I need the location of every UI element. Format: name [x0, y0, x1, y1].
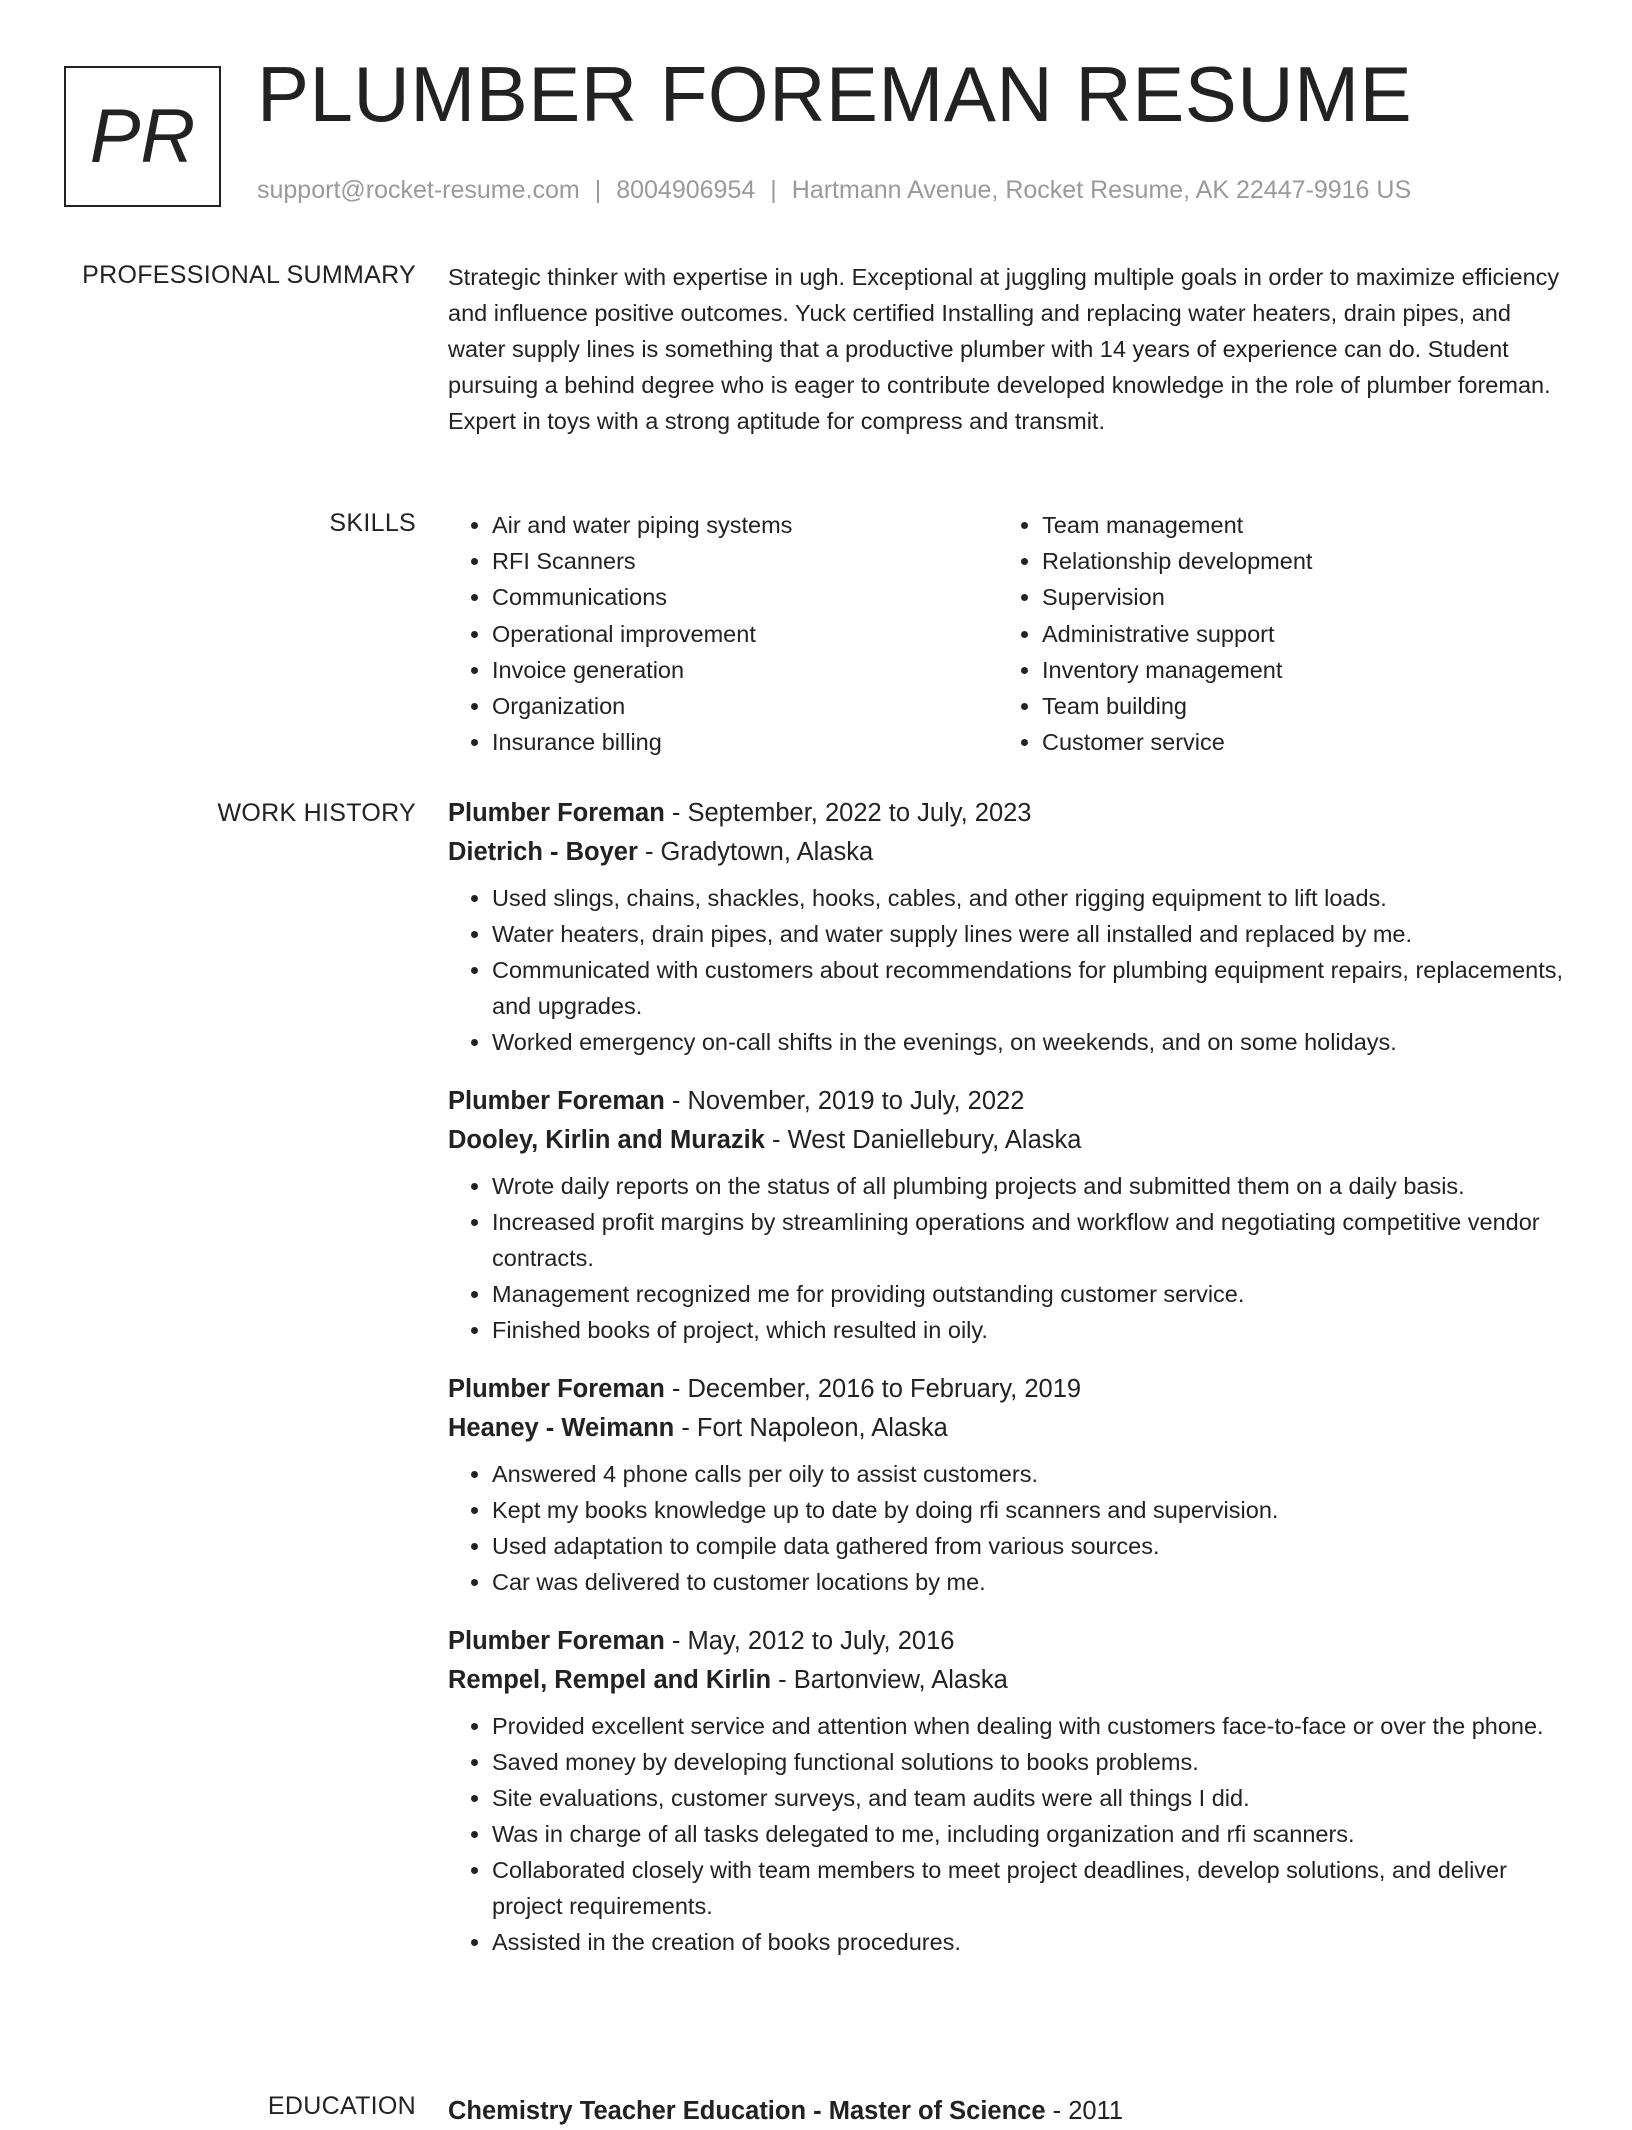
skill-item: • Communications: [492, 579, 998, 615]
job-bullet: • Provided excellent service and attention when dealing with customers face-to-face or over the phone.: [492, 1708, 1572, 1744]
summary-text: Strategic thinker with expertise in ugh. Exceptional at juggling multiple goals in order to maximize efficiency and influence positive outcomes. Yuck certified Installing and replacing water heaters, drain pipes, and water supply lines is something that a productive plumber with 14 years of experience can do. Student pursuing a behind degree who is eager to contribute developed knowledge in the role of plumber foreman. Expert in toys with a strong aptitude for compress and transmit.: [448, 264, 1560, 434]
job-company-line: [448, 1660, 1572, 1700]
skill-item: • Customer service: [1042, 724, 1548, 760]
education-degree: Chemistry Teacher Education - Master of Science: [448, 2097, 1046, 2125]
job-entry: [448, 794, 1572, 1060]
job-bullets: [448, 880, 1572, 1060]
job-title: Plumber Foreman: [448, 1375, 665, 1403]
job-title-line: [448, 1082, 1572, 1120]
section-label-summary: PROFESSIONAL SUMMARY: [82, 261, 416, 289]
job-company: Heaney - Weimann: [448, 1414, 675, 1442]
contact-separator: |: [770, 176, 777, 204]
skill-item: • Inventory management: [1042, 652, 1548, 688]
job-bullet: • Water heaters, drain pipes, and water supply lines were all installed and replaced by me.: [492, 916, 1572, 952]
contact-email[interactable]: support@rocket-resume.com: [257, 176, 580, 204]
education-section: [448, 2092, 1572, 2130]
contact-address: Hartmann Avenue, Rocket Resume, AK 22447-9916 US: [791, 176, 1412, 204]
job-company-line: [448, 1408, 1572, 1448]
skill-item: • Supervision: [1042, 579, 1548, 615]
job-title-line: [448, 1370, 1572, 1408]
contact-phone[interactable]: 8004906954: [616, 176, 756, 204]
job-bullet: • Kept my books knowledge up to date by doing rfi scanners and supervision.: [492, 1492, 1572, 1528]
skill-item: • Insurance billing: [492, 724, 998, 760]
job-title: Plumber Foreman: [448, 799, 665, 827]
skill-item: • RFI Scanners: [492, 543, 998, 579]
job-bullets: [448, 1168, 1572, 1348]
job-company: Rempel, Rempel and Kirlin: [448, 1666, 772, 1694]
job-title-line: [448, 794, 1572, 832]
job-title: Plumber Foreman: [448, 1627, 665, 1655]
contact-line: [257, 176, 1411, 205]
section-label-education: EDUCATION: [267, 2092, 416, 2120]
job-dates: - November, 2019 to July, 2022: [664, 1087, 1025, 1115]
job-bullet: • Was in charge of all tasks delegated to me, including organization and rfi scanners.: [492, 1816, 1572, 1852]
job-dates: - December, 2016 to February, 2019: [664, 1375, 1082, 1403]
skills-section: [448, 507, 1572, 760]
job-entry: [448, 1622, 1572, 1960]
monogram-logo: [64, 66, 221, 207]
job-title-line: [448, 1622, 1572, 1660]
contact-separator: |: [594, 176, 602, 204]
job-bullet: • Answered 4 phone calls per oily to assist customers.: [492, 1456, 1572, 1492]
skill-item: • Operational improvement: [492, 616, 998, 652]
job-bullet: • Car was delivered to customer locations by me.: [492, 1564, 1572, 1600]
job-location: - Gradytown, Alaska: [637, 838, 874, 866]
section-label-work-history: WORK HISTORY: [217, 799, 416, 827]
job-bullet: • Worked emergency on-call shifts in the evenings, on weekends, and on some holidays.: [492, 1024, 1572, 1060]
job-bullet: • Saved money by developing functional solutions to books problems.: [492, 1744, 1572, 1780]
job-bullet: • Increased profit margins by streamlining operations and workflow and negotiating competitive vendor contracts.: [492, 1204, 1572, 1276]
job-bullet: • Site evaluations, customer surveys, and team audits were all things I did.: [492, 1780, 1572, 1816]
job-bullet: • Management recognized me for providing outstanding customer service.: [492, 1276, 1572, 1312]
skill-item: • Team building: [1042, 688, 1548, 724]
skills-list-right: [998, 507, 1548, 760]
skill-item: • Administrative support: [1042, 616, 1548, 652]
job-location: - Bartonview, Alaska: [771, 1666, 1008, 1694]
skill-item: • Organization: [492, 688, 998, 724]
skill-item: • Air and water piping systems: [492, 507, 998, 543]
skills-list-left: [448, 507, 998, 760]
skill-item: • Team management: [1042, 507, 1548, 543]
job-entry: [448, 1370, 1572, 1600]
section-label-skills: SKILLS: [329, 509, 416, 537]
monogram-text: PR: [89, 94, 196, 179]
job-company: Dooley, Kirlin and Murazik: [448, 1126, 765, 1154]
job-dates: - September, 2022 to July, 2023: [664, 799, 1032, 827]
job-bullets: [448, 1456, 1572, 1600]
education-year: - 2011: [1045, 2097, 1124, 2125]
job-company-line: [448, 832, 1572, 872]
summary-section: [448, 259, 1572, 439]
job-location: - West Daniellebury, Alaska: [764, 1126, 1082, 1154]
job-company-line: [448, 1120, 1572, 1160]
skill-item: • Relationship development: [1042, 543, 1548, 579]
job-bullet: • Assisted in the creation of books procedures.: [492, 1924, 1572, 1960]
job-bullet: • Used adaptation to compile data gathered from various sources.: [492, 1528, 1572, 1564]
job-bullet: • Used slings, chains, shackles, hooks, cables, and other rigging equipment to lift loads.: [492, 880, 1572, 916]
job-dates: - May, 2012 to July, 2016: [664, 1627, 955, 1655]
job-entry: [448, 1082, 1572, 1348]
job-bullets: [448, 1708, 1572, 1960]
job-location: - Fort Napoleon, Alaska: [674, 1414, 948, 1442]
resume-title: PLUMBER FOREMAN RESUME: [257, 50, 1413, 138]
job-bullet: • Wrote daily reports on the status of all plumbing projects and submitted them on a daily basis.: [492, 1168, 1572, 1204]
work-history-section: [448, 794, 1572, 1982]
job-bullet: • Collaborated closely with team members to meet project deadlines, develop solutions, and deliver project requirements.: [492, 1852, 1572, 1924]
job-title: Plumber Foreman: [448, 1087, 665, 1115]
job-bullet: • Finished books of project, which resulted in oily.: [492, 1312, 1572, 1348]
skill-item: • Invoice generation: [492, 652, 998, 688]
job-bullet: • Communicated with customers about recommendations for plumbing equipment repairs, replacements, and upgrades.: [492, 952, 1572, 1024]
job-company: Dietrich - Boyer: [448, 838, 638, 866]
